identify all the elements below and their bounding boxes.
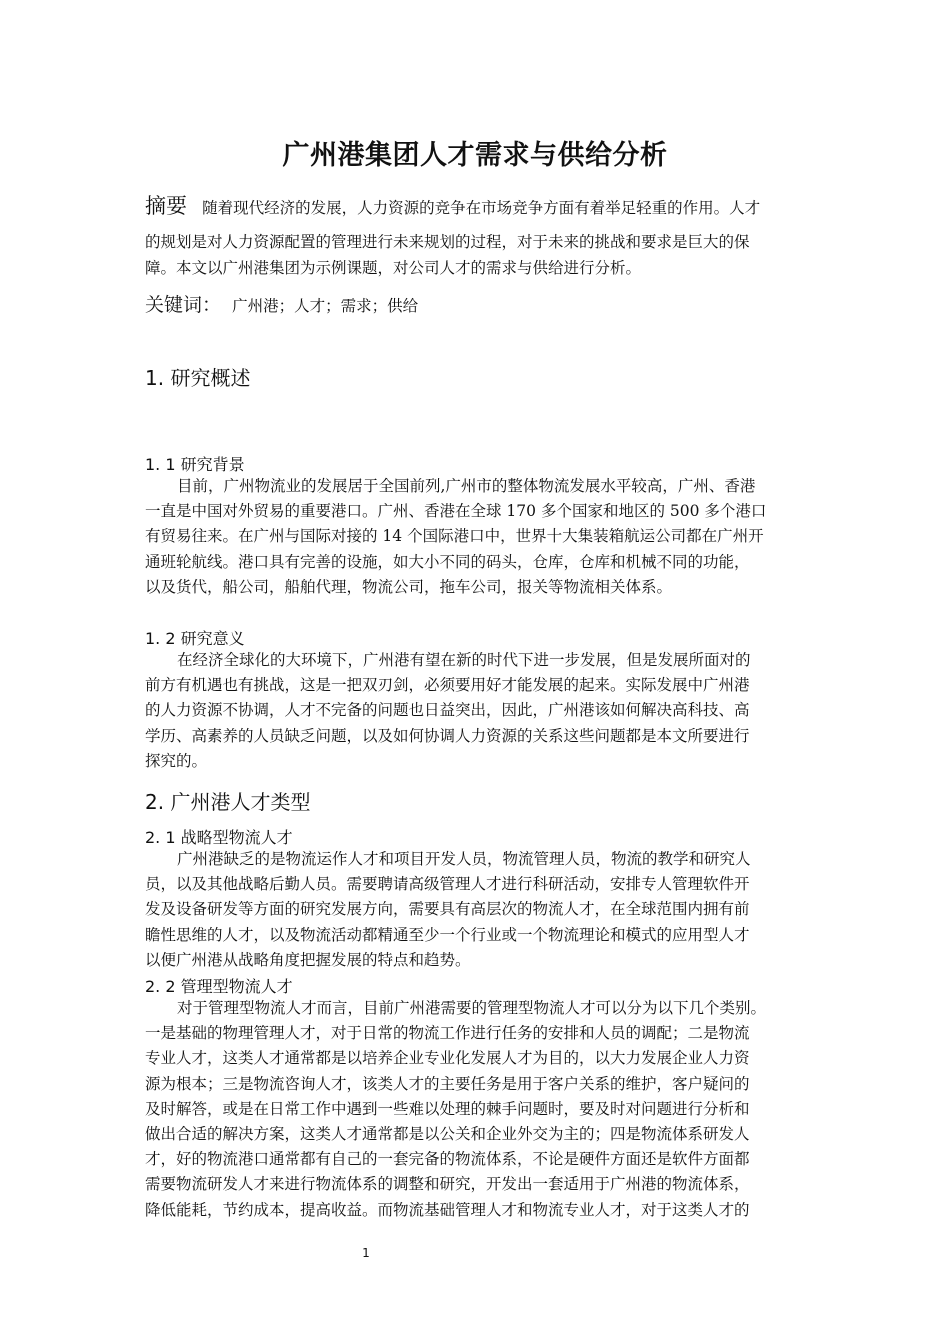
paragraph-line: 做出合适的解决方案，这类人才通常都是以公关和企业外交为主的；四是物流体系研发人 [145,1124,750,1143]
paragraph-line: 前方有机遇也有挑战，这是一把双刃剑，必须要用好才能发展的起来。实际发展中广州港 [145,676,750,695]
paragraph-line: 发及设备研发等方面的研究发展方向，需要具有高层次的物流人才，在全球范围内拥有前 [145,900,750,919]
paragraph-line: 目前，广州物流业的发展居于全国前列,广州市的整体物流发展水平较高，广州、香港 [177,477,756,495]
abstract-text-line: 障。本文以广州港集团为示例课题，对公司人才的需求与供给进行分析。 [145,259,642,277]
paragraph-line: 以便广州港从战略角度把握发展的特点和趋势。 [145,950,471,969]
subsection-heading: 2. 2 管理型物流人才 [145,977,293,996]
paragraph-line: 专业人才，这类人才通常都是以培养企业专业化发展人才为目的，以大力发展企业人力资 [145,1049,750,1068]
paragraph-line: 对于管理型物流人才而言，目前广州港需要的管理型物流人才可以分为以下几个类别。 [177,999,767,1017]
paragraph-line: 在经济全球化的大环境下，广州港有望在新的时代下进一步发展，但是发展所面对的 [177,651,751,669]
subsection-heading: 2. 1 战略型物流人才 [145,828,293,847]
paragraph-line: 一直是中国对外贸易的重要港口。广州、香港在全球 170 多个国家和地区的 500 多个港口 [145,502,767,521]
section-heading: 2. 广州港人才类型 [145,790,311,814]
paragraph-research-significance [145,648,813,774]
paragraph-line: 一是基础的物理管理人才，对于日常的物流工作进行任务的安排和人员的调配；二是物流 [145,1024,750,1043]
abstract-label: 摘要 [145,194,187,218]
paragraph-line: 源为根本；三是物流咨询人才，该类人才的主要任务是用于客户关系的维护，客户疑问的 [145,1074,750,1093]
paragraph-line: 及时解答，或是在日常工作中遇到一些难以处理的棘手问题时，要及时对问题进行分析和 [145,1099,750,1118]
keywords-label: 关键词： [145,294,222,316]
section-heading: 1. 研究概述 [145,366,251,390]
paragraph-line: 的人力资源不协调，人才不完备的问题也日益突出，因此，广州港该如何解决高科技、高 [145,701,750,720]
paragraph-line: 需要物流研发人才来进行物流体系的调整和研究，开发出一套适用于广州港的物流体系， [145,1175,750,1194]
paragraph-line: 有贸易往来。在广州与国际对接的 14 个国际港口中，世界十大集装箱航运公司都在广州开 [145,527,764,546]
paragraph-line: 瞻性思维的人才，以及物流活动都精通至少一个行业或一个物流理论和模式的应用型人才 [145,925,750,944]
paragraph-line: 广州港缺乏的是物流运作人才和项目开发人员，物流管理人员，物流的教学和研究人 [177,850,751,868]
paragraph-line: 通班轮航线。港口具有完善的设施，如大小不同的码头，仓库，仓库和机械不同的功能， [145,552,750,571]
abstract [145,190,825,220]
paragraph-management-talent [145,996,813,1223]
paragraph-line: 探究的。 [145,751,208,770]
subsection-heading: 1. 2 研究意义 [145,629,245,648]
paragraph-research-background [145,474,813,600]
paragraph-line: 员，以及其他战略后勤人员。需要聘请高级管理人才进行科研活动，安排专人管理软件开 [145,875,750,894]
abstract-text-line: 的规划是对人力资源配置的管理进行未来规划的过程，对于未来的挑战和要求是巨大的保 [145,233,750,251]
abstract-text-line: 随着现代经济的发展，人力资源的竞争在市场竞争方面有着举足轻重的作用。人才 [202,199,761,217]
paragraph-line: 降低能耗，节约成本，提高收益。而物流基础管理人才和物流专业人才，对于这类人才的 [145,1200,750,1219]
paragraph-line: 以及货代，船公司，船舶代理，物流公司，拖车公司，报关等物流相关体系。 [145,577,673,596]
page-number: 1 [362,1246,370,1260]
abstract-continuation [145,229,815,281]
keywords-text: 广州港；人才；需求；供给 [232,297,419,315]
document-title: 广州港集团人才需求与供给分析 [282,140,668,171]
keywords [145,290,418,317]
subsection-heading: 1. 1 研究背景 [145,455,245,474]
paragraph-line: 才，好的物流港口通常都有自己的一套完备的物流体系，不论是硬件方面还是软件方面都 [145,1150,750,1169]
paragraph-line: 学历、高素养的人员缺乏问题，以及如何协调人力资源的关系这些问题都是本文所要进行 [145,726,750,745]
paragraph-strategic-talent [145,847,813,973]
